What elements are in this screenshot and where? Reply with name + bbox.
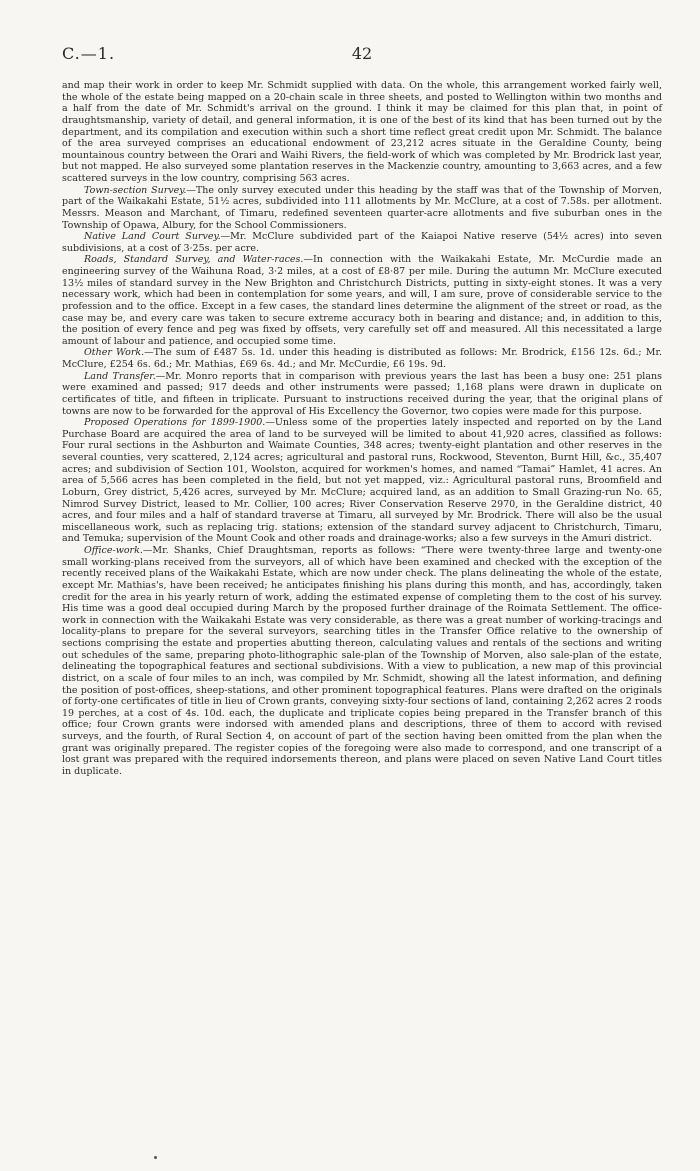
- paragraph-text: —Mr. Shanks, Chief Draughtsman, reports as follows: “There were twenty-three large and twenty-one small working-plans received from the surveyors, all of which have been examined and checked with the exception of the recently received plans of the Waikakahi Estate, which are now under check. The plans delineating the whole of the estate, except Mr. Mathias's, have been received; he anticipates finishing his plans during this month, and has, accordingly, taken credit for the area in his yearly return of work, adding the estimated expense of completing them to the cost of his survey. His time was a good deal occupied during March by the proposed further drainage of the Roimata Settlement. The office-work in connection with the Waikakahi Estate was very considerable, as there was a great number of working-tracings and locality-plans to prepare for the several surveyors, searching titles in the Transfer Office relative to the ownership of sections comprising the estate and properties abutting thereon, calculating values and rentals of the sections and writing out schedules of the same, preparing photo-lithographic sale-plan of the Township of Morven, also sale-plan of the estate, delineating the topographical features and sectional subdivisions. With a view to publication, a new map of this provincial district, on a scale of four miles to an inch, was compiled by Mr. Schmidt, showing all the latest information, and defining the position of post-offices, sheep-stations, and other prominent topographical features. Plans were drafted on the originals of forty-one certificates of title in lieu of Crown grants, conveying sixty-four sections of land, containing 2,262 acres 2 roods 19 perches, at a cost of 4s. 10d. each, the duplicate and triplicate copies being prepared in the Transfer branch of this office; four Crown grants were indorsed with amended plans and descriptions, three of them to accord with revised surveys, and the fourth, of Rural Section 4, on account of part of the section having been omitted from the plan when the grant was originally prepared. The register copies of the foregoing were also made to correspond, and one transcript of a lost grant was prepared with the required indorsements thereon, and plans were placed on seven Native Land Court titles in duplicate.: [62, 545, 662, 777]
- paragraph-heading: Other Work.: [84, 347, 145, 359]
- paragraph-heading: Roads, Standard Survey, and Water-races.: [84, 254, 304, 266]
- document-reference: C.—1.: [62, 44, 116, 63]
- paragraph-text: and map their work in order to keep Mr. Schmidt supplied with data. On the whole, this arrangement worked fairly well, the whole of the estate being mapped on a 20-chain scale in three sheets, and posted to Wellington within two months and a half from the date of Mr. Schmidt's arrival on the ground. I think it may be claimed for this plan that, in point of draughtsmanship, variety of detail, and general information, it is one of the best of its kind that has been turned out by the department, and its compilation and execution within such a short time reflect great credit upon Mr. Schmidt. The balance of the area surveyed comprises an educational endowment of 23,212 acres situate in the Geraldine County, being mountainous country between the Orari and Waihi Rivers, the field-work of which was completed by Mr. Brodrick last year, but not mapped. He also surveyed some plantation reserves in the Mackenzie country, amounting to 3,663 acres, and a few scattered surveys in the low country, comprising 563 acres.: [62, 80, 662, 184]
- paragraph-text: —Mr. McClure subdivided part of the Kaiapoi Native reserve (54½ acres) into seven subdivisions, at a cost of 3·25s. per acre.: [62, 231, 662, 254]
- paragraph-text: —Mr. Monro reports that in comparison with previous years the last has been a busy one: 251 plans were examined and passed; 917 deeds and other instruments were passed; 1,168 plans were drawn in duplicate on certificates of title, and fifteen in triplicate. Pursuant to instructions received during the year, that the original plans of towns are now to be forwarded for the approval of His Excellency the Governor, two copies were made for this purpose.: [62, 370, 662, 417]
- body-text: [62, 80, 662, 778]
- paragraph-proposed-operations: [62, 417, 662, 545]
- paragraph-text: —The sum of £487 5s. 1d. under this heading is distributed as follows: Mr. Brodrick, £156 12s. 6d.; Mr. McClure, £254 6s. 6d.; Mr. Mathias, £69 6s. 4d.; and Mr. McCurdie, £6 19s. 9d.: [62, 347, 662, 370]
- paragraph-text: —The only survey executed under this heading by the staff was that of the Township of Morven, part of the Waikakahi Estate, 51½ acres, subdivided into 111 allotments by Mr. McClure, at a cost of 7.58s. per allotment. Messrs. Meason and Marchant, of Timaru, redefined seventeen quarter-acre allotments and five suburban ones in the Township of Opawa, Albury, for the School Commissioners.: [62, 184, 663, 231]
- paragraph-continuation: [62, 80, 662, 185]
- paragraph-heading: Proposed Operations for 1899-1900.: [84, 417, 266, 429]
- paragraph-town-section-survey: [62, 185, 662, 232]
- paragraph-text: —Unless some of the properties lately inspected and reported on by the Land Purchase Board are acquired the area of land to be surveyed will be limited to about 41,920 acres, classified as follows: Four rural sections in the Ashburton and Waimate Counties, 348 acres; twenty-eight plantation and other reserves in the several counties, very scattered, 2,124 acres; agricultural and pastoral runs, Rockwood, Steventon, Burnt Hill, &c., 35,407 acres; and subdivision of Section 101, Woolston, acquired for workmen's homes, and named “Tamai” Hamlet, 41 acres. An area of 5,566 acres has been completed in the field, but not yet mapped, viz.: Agricultural pastoral runs, Broomfield and Loburn, Grey district, 5,426 acres, surveyed by Mr. McClure; acquired land, as an addition to Small Grazing-run No. 65, Nimrod Survey District, leased to Mr. Collier, 100 acres; River Conservation Reserve 2970, in the Geraldine district, 40 acres, and four miles and a half of standard traverse at Timaru, all surveyed by Mr. Brodrick. There will also be the usual miscellaneous work, such as replacing trig. stations; extension of the standard survey adjacent to Christchurch, Timaru, and Temuka; supervision of the Mount Cook and other roads and drainage-works; also a few surveys in the Amuri district.: [62, 417, 663, 545]
- paragraph-office-work: [62, 545, 662, 778]
- paragraph-heading: Office-work.: [84, 545, 143, 556]
- paragraph-heading: Town-section Survey.: [84, 184, 187, 196]
- paragraph-text: —In connection with the Waikakahi Estate, Mr. McCurdie made an engineering survey of the Waihuna Road, 3·2 miles, at a cost of £8·87 per mile. During the autumn Mr. McClure executed 13½ miles of standard survey in the New Brighton and Christchurch Districts, putting in sixty-eight stones. It was a very necessary work, which had been in contemplation for some years, and will, I am sure, prove of considerable service to the profession and to the office. Except in a few cases, the standard lines determine the alignment of the street or road, as the case may be, and every care was taken to secure extreme accuracy both in bearing and distance; and, in addition to this, the position of every fence and peg was fixed by offsets, very carefully set off and measured. All this necessitated a large amount of labour and patience, and occupied some time.: [62, 254, 662, 347]
- paragraph-land-transfer: [62, 371, 662, 418]
- page-header: [62, 44, 662, 70]
- paragraph-other-work: [62, 347, 662, 370]
- page-number: 42: [351, 44, 373, 63]
- paragraph-heading: Land Transfer.: [84, 370, 156, 382]
- paragraph-native-land-court-survey: [62, 231, 662, 254]
- print-speck: [154, 1156, 157, 1159]
- paragraph-roads-standard-survey: [62, 254, 662, 347]
- paragraph-heading: Native Land Court Survey.: [84, 231, 221, 243]
